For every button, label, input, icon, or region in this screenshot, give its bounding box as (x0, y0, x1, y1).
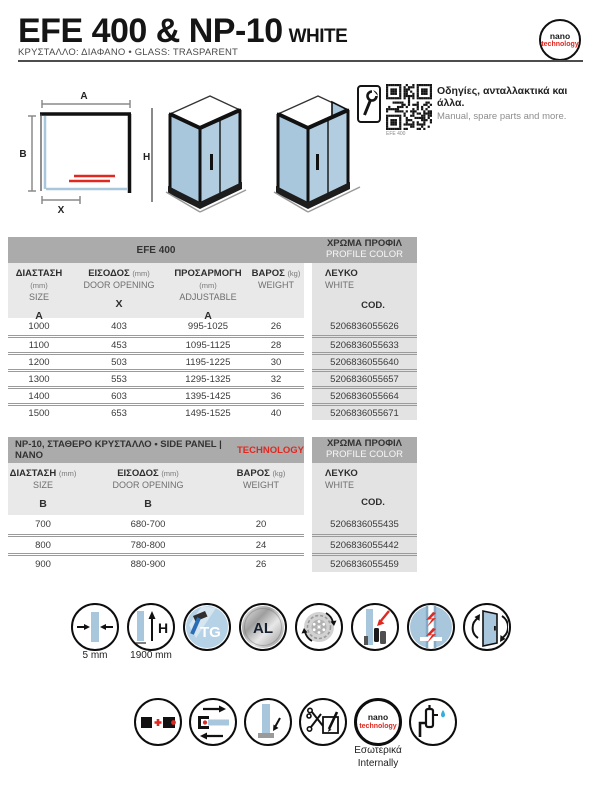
col-header-adjustable: ΠΡΟΣΑΡΜΟΓΗ (mm) ADJUSTABLE A (174, 268, 242, 322)
plan-view-diagram (18, 90, 140, 214)
glass-height-icon (127, 603, 175, 651)
page-title: EFE 400 & NP-10 WHITE (18, 12, 348, 50)
table-row: 1500 653 1495-1525 40 5206836055671 (8, 403, 417, 420)
np10-table (8, 437, 417, 572)
col-header-weight: ΒΑΡΟΣ (kg) WEIGHT (251, 268, 301, 290)
col-header-size: ΔΙΑΣΤΑΣΗ (mm) SIZE A (15, 268, 63, 322)
glass-subtitle: ΚΡΥΣΤΑΛΛΟ: ΔΙΑΦΑΝΟ • GLASS: TRASPARENT (18, 47, 239, 58)
efe400-band-title: EFE 400 (8, 237, 304, 263)
table-row: 1000 403 995-1025 26 5206836055626 (8, 318, 417, 335)
enclosure-3d-diagram-1 (140, 84, 250, 222)
header-divider (18, 60, 583, 62)
svg-text:H: H (158, 620, 169, 636)
table-row: 1300 553 1295-1325 32 5206836055657 (8, 369, 417, 386)
table-row: 1400 603 1395-1425 36 5206836055664 (8, 386, 417, 403)
col-header-opening: ΕΙΣΟΔΟΣ (mm) DOOR OPENING B (112, 468, 184, 511)
qr-caption: EFE 400 (386, 131, 406, 137)
table-row: 1100 453 1095-1125 28 5206836055633 (8, 335, 417, 352)
internal-label: Εσωτερικά Internally (354, 745, 402, 769)
col-header-size: ΔΙΑΣΤΑΣΗ (mm) SIZE B (9, 468, 77, 511)
dim-x-label: X (57, 205, 65, 214)
tempered-glass-icon (183, 603, 231, 651)
aluminum-icon (239, 603, 287, 651)
table-row: 900 880-900 26 5206836055459 (8, 553, 417, 572)
np10-band-title: NP-10, ΣΤΑΘΕΡΟ ΚΡΥΣΤΑΛΛΟ • SIDE PANEL | NANO TECHNOLOGY (8, 437, 304, 463)
manual-heading-en: Manual, spare parts and more. (437, 111, 567, 122)
manual-heading-gr: Οδηγίες, ανταλλακτικά και άλλα. (437, 85, 568, 109)
efe400-table-head (8, 263, 417, 322)
nano-technology-icon: nano technology (354, 698, 402, 746)
nano-technology-badge (539, 19, 581, 61)
np10-table-head (8, 463, 417, 515)
wrench-icon (357, 85, 381, 123)
col-header-opening: ΕΙΣΟΔΟΣ (mm) DOOR OPENING X (83, 268, 155, 311)
svg-text:TG: TG (200, 624, 221, 641)
table-row: 1200 503 1195-1225 30 5206836055640 (8, 352, 417, 369)
profile-color-header: ΧΡΩΜΑ ΠΡΟΦΙΛ PROFILE COLOR (312, 437, 417, 463)
page-title-suffix: WHITE (288, 26, 348, 47)
dim-h-label: H (143, 152, 151, 163)
manual-info-text (437, 85, 587, 122)
magnetic-closure-icon (407, 603, 455, 651)
enclosure-3d-diagram-2 (250, 84, 362, 222)
dim-a-label: A (80, 91, 88, 102)
svg-text:AL: AL (253, 620, 273, 637)
table-row: 700 680-700 20 5206836055435 (8, 515, 417, 534)
handle-icon (351, 603, 399, 651)
efe400-table-rows (8, 318, 417, 420)
col-header-cod: ΛΕΥΚΟ WHITE COD. (312, 263, 417, 318)
height-label: 1900 mm (130, 650, 172, 661)
efe400-table (8, 237, 417, 420)
np10-table-rows (8, 515, 417, 572)
glass-thickness-icon (71, 603, 119, 651)
dim-b-label: B (19, 149, 27, 160)
col-header-weight: ΒΑΡΟΣ (kg) WEIGHT (236, 468, 286, 490)
combinable-profiles-icon (134, 698, 182, 746)
extension-profile-icon (189, 698, 237, 746)
qr-code (386, 84, 432, 130)
col-header-cod: ΛΕΥΚΟ WHITE COD. (312, 463, 417, 515)
np10-table-band (8, 437, 417, 463)
reversible-door-icon (463, 603, 511, 651)
nano-badge-line1: nano (549, 30, 571, 41)
shower-mixer-icon (409, 698, 457, 746)
fixed-panel-base-icon (244, 698, 292, 746)
efe400-table-band (8, 237, 417, 263)
roller-wheels-icon (295, 603, 343, 651)
table-row: 800 780-800 24 5206836055442 (8, 534, 417, 553)
profile-color-header: ΧΡΩΜΑ ΠΡΟΦΙΛ PROFILE COLOR (312, 237, 417, 263)
custom-cut-icon (299, 698, 347, 746)
thickness-label: 5 mm (82, 650, 108, 661)
nano-badge-line2: technology (541, 40, 579, 48)
